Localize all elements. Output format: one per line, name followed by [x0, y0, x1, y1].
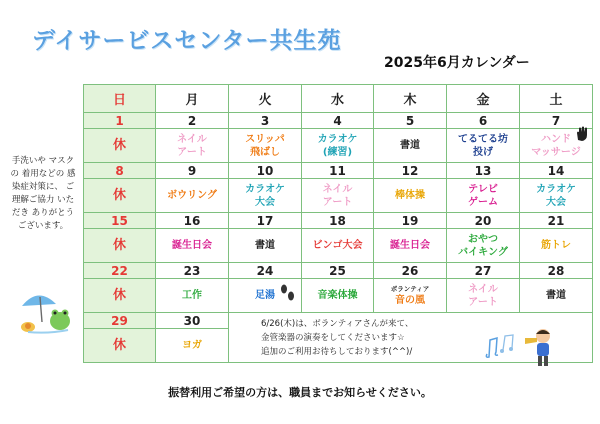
activity-cell: ビンゴ大会: [302, 229, 374, 263]
date-cell: 22: [84, 263, 156, 279]
activity-cell: ネイル アート: [302, 179, 374, 213]
date-cell: 1: [84, 113, 156, 129]
date-cell: 29: [84, 313, 156, 329]
date-row: [84, 163, 593, 179]
activity-cell: ハンド マッサージ: [520, 129, 593, 163]
weekday-wed: 水: [302, 85, 374, 113]
date-cell: 14: [520, 163, 593, 179]
transfer-notice: 振替利用ご希望の方は、職員までお知らせください。: [168, 386, 432, 399]
date-row: [84, 113, 593, 129]
activity-cell: 音楽体操: [302, 279, 374, 313]
infection-notice: 手洗いや マスクの 着用などの 感染症対策に、 ご理解ご協力 いただき ありがとう ございます。: [10, 156, 76, 231]
calendar-month-label: 2025年6月カレンダー: [384, 55, 530, 71]
date-cell: 21: [520, 213, 593, 229]
activity-row: [84, 229, 593, 263]
activity-cell: カラオケ 大会: [520, 179, 593, 213]
activity-cell: 書道: [520, 279, 593, 313]
date-cell: 2: [156, 113, 229, 129]
closed-label: 休: [84, 129, 156, 163]
date-cell: 28: [520, 263, 593, 279]
announcement-line: 6/26(木)は、ボランティアさんが来て、: [261, 318, 414, 329]
date-cell: 9: [156, 163, 229, 179]
weekday-sat: 土: [520, 85, 593, 113]
activity-cell: 誕生日会: [374, 229, 447, 263]
date-cell: 23: [156, 263, 229, 279]
activity-cell: ネイル アート: [156, 129, 229, 163]
hand-icon: [574, 126, 590, 142]
closed-label: 休: [84, 329, 156, 363]
date-cell: 5: [374, 113, 447, 129]
date-cell: 8: [84, 163, 156, 179]
date-cell: 13: [447, 163, 520, 179]
date-cell: 6: [447, 113, 520, 129]
activity-cell: 書道: [229, 229, 302, 263]
date-cell: 20: [447, 213, 520, 229]
announcement-line: 金管楽器の演奏をしてくださいます☆: [261, 332, 405, 343]
date-cell: 24: [229, 263, 302, 279]
date-cell: 4: [302, 113, 374, 129]
date-cell: 27: [447, 263, 520, 279]
activity-cell: 書道: [374, 129, 447, 163]
activity-cell: 足湯: [229, 279, 302, 313]
date-row: [84, 263, 593, 279]
weekday-thu: 木: [374, 85, 447, 113]
trumpet-boy-icon: [523, 328, 559, 370]
music-notes-icon: [483, 332, 523, 360]
activity-name: 音の風: [395, 294, 425, 306]
activity-row: [84, 129, 593, 163]
announcement-line: 追加のご利用お待ちしております(^^)/: [261, 346, 413, 357]
activity-cell: てるてる坊 投げ: [447, 129, 520, 163]
date-cell: 16: [156, 213, 229, 229]
activity-row: [84, 279, 593, 313]
activity-row: [84, 179, 593, 213]
date-cell: 25: [302, 263, 374, 279]
umbrella-frog-icon: [14, 288, 76, 336]
weekday-mon: 月: [156, 85, 229, 113]
activity-cell: カラオケ 大会: [229, 179, 302, 213]
activity-cell: テレビ ゲーム: [447, 179, 520, 213]
date-cell: 26: [374, 263, 447, 279]
date-cell: 11: [302, 163, 374, 179]
activity-cell: ネイル アート: [447, 279, 520, 313]
date-row: [84, 313, 593, 329]
activity-cell: カラオケ (練習): [302, 129, 374, 163]
date-cell: 15: [84, 213, 156, 229]
weekday-header-row: [84, 85, 593, 113]
activity-cell: スリッパ 飛ばし: [229, 129, 302, 163]
activity-cell: ヨガ: [156, 329, 229, 363]
weekday-tue: 火: [229, 85, 302, 113]
date-cell: 10: [229, 163, 302, 179]
activity-cell: 誕生日会: [156, 229, 229, 263]
date-row: [84, 213, 593, 229]
closed-label: 休: [84, 179, 156, 213]
weekday-sun: 日: [84, 85, 156, 113]
activity-cell: 棒体操: [374, 179, 447, 213]
date-cell: 19: [374, 213, 447, 229]
footprints-icon: [279, 283, 297, 303]
date-cell: 7: [520, 113, 593, 129]
date-cell: 30: [156, 313, 229, 329]
activity-cell: おやつ バイキング: [447, 229, 520, 263]
date-cell: 3: [229, 113, 302, 129]
volunteer-label: ボランティア: [390, 284, 430, 293]
date-cell: 12: [374, 163, 447, 179]
activity-cell: 筋トレ: [520, 229, 593, 263]
activity-cell: ボウリング: [156, 179, 229, 213]
date-cell: 17: [229, 213, 302, 229]
page-title: デイサービスセンター共生苑: [32, 28, 342, 54]
closed-label: 休: [84, 279, 156, 313]
activity-cell: 工作: [156, 279, 229, 313]
activity-cell-volunteer: [374, 279, 447, 313]
weekday-fri: 金: [447, 85, 520, 113]
date-cell: 18: [302, 213, 374, 229]
closed-label: 休: [84, 229, 156, 263]
calendar-grid: [83, 84, 593, 363]
